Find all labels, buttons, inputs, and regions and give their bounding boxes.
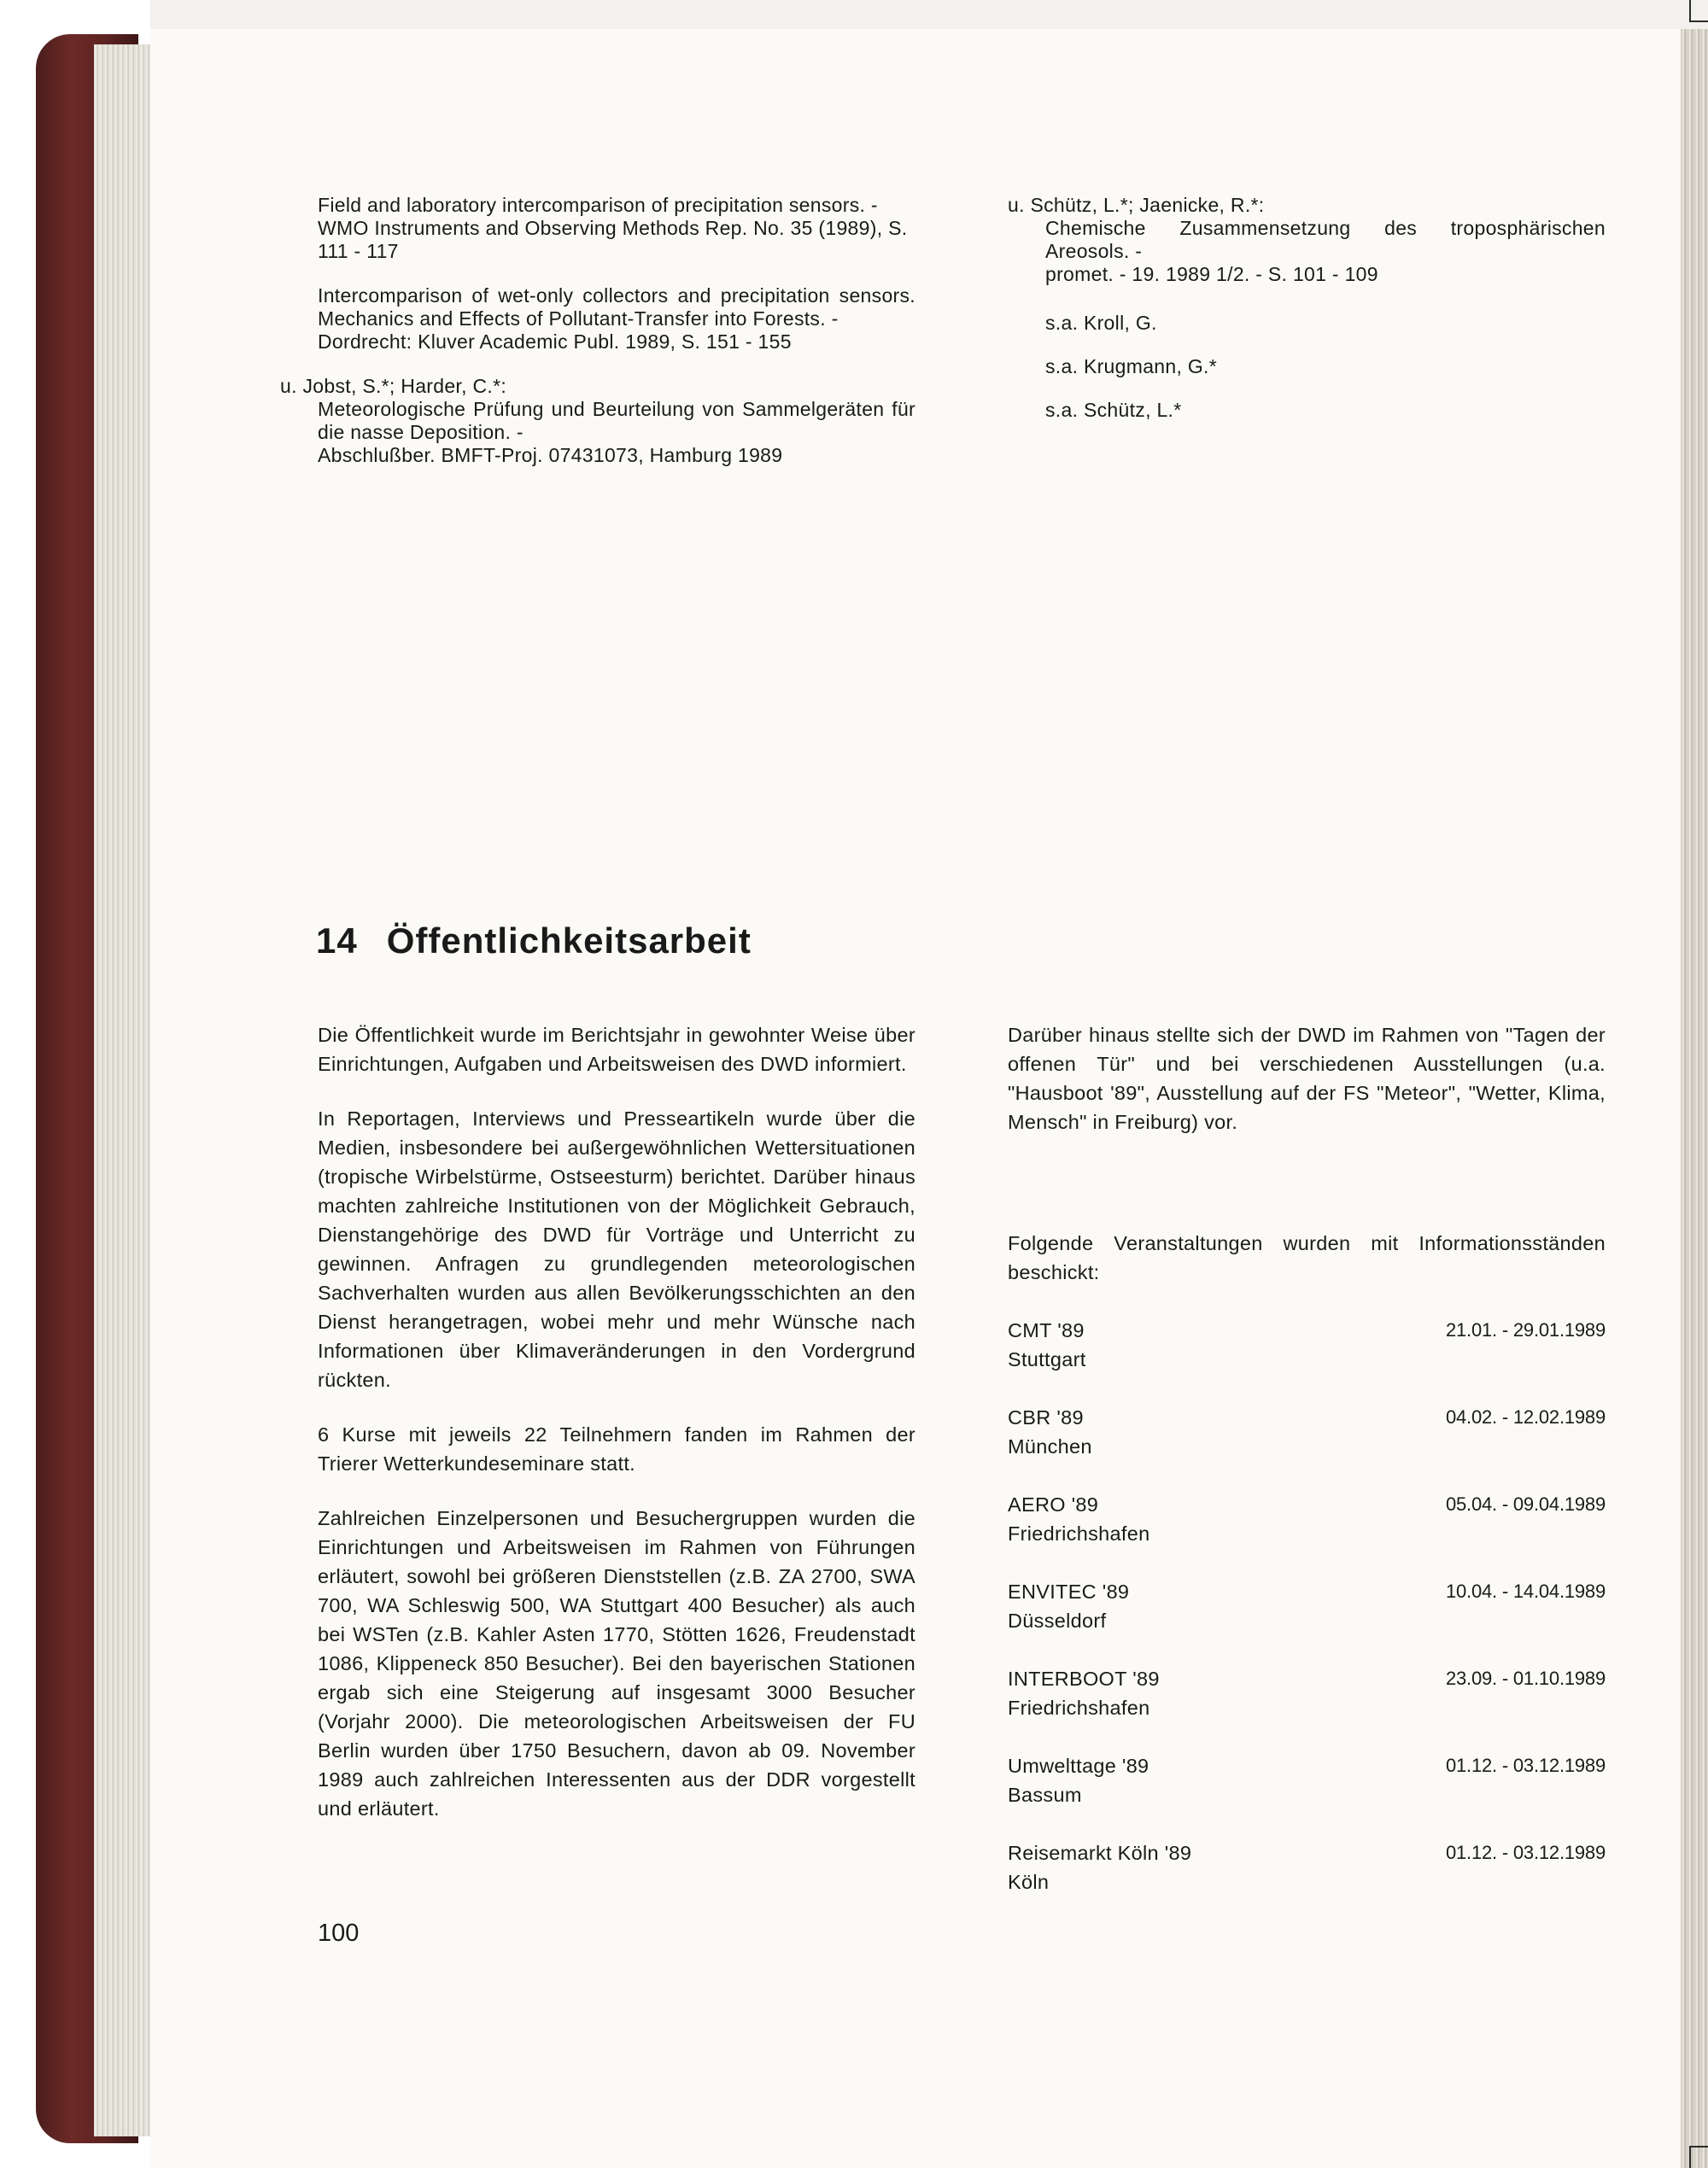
event-place: Bassum xyxy=(1008,1784,1082,1806)
body-right-column xyxy=(1008,1020,1606,1162)
paragraph: Zahlreichen Einzelpersonen und Besuchergruppen wurden die Einrichtungen und Arbeitsweisen im Rahmen von Führungen erläutert, sowohl bei größeren Dienststellen (z.B. ZA 2700, SWA 700, WA Schleswig 500, WA Stuttgart 400 Besucher) als auch bei WSTen (z.B. Kahler Asten 1770, Stötten 1626, Freudenstadt 1086, Klippeneck 850 Besucher). Bei den bayerischen Stationen ergab sich eine Steigerung auf insgesamt 3000 Besucher (Vorjahr 2000). Die meteorologischen Arbeitsweisen der FU Berlin wurden über 1750 Besuchern, davon ab 09. November 1989 auch zahlreichen Interessenten aus der DDR vorgestellt und erläutert. xyxy=(318,1507,915,1820)
event-dates: 21.01. - 29.01.1989 xyxy=(1445,1319,1606,1341)
crop-mark xyxy=(1689,2146,1691,2168)
crop-mark xyxy=(1689,0,1691,22)
event-dates: 04.02. - 12.02.1989 xyxy=(1445,1406,1606,1428)
events-intro-block xyxy=(1008,1229,1606,1312)
event-item xyxy=(1008,1838,1606,1925)
reference-title: Field and laboratory intercomparison of precipitation sensors. - xyxy=(318,194,878,216)
event-item xyxy=(1008,1751,1606,1838)
reference-author: u. Schütz, L.*; Jaenicke, R.*: xyxy=(1008,194,1265,216)
event-name: Umwelttage '89 xyxy=(1008,1755,1149,1777)
event-name: INTERBOOT '89 xyxy=(1008,1668,1160,1690)
event-dates: 10.04. - 14.04.1989 xyxy=(1445,1581,1606,1602)
paragraph: 6 Kurse mit jeweils 22 Teilnehmern fanden im Rahmen der Trierer Wetterkundeseminare statt. xyxy=(318,1423,915,1475)
event-name: CBR '89 xyxy=(1008,1406,1084,1429)
reference-entry xyxy=(1008,194,1606,286)
reference-source: promet. - 19. 1989 1/2. - S. 101 - 109 xyxy=(1045,263,1378,285)
facing-page-edge xyxy=(1681,29,1708,2168)
reference-entry xyxy=(318,194,915,263)
event-place: Köln xyxy=(1008,1871,1050,1893)
reference-entry xyxy=(318,284,915,354)
section-heading xyxy=(316,920,752,961)
event-item xyxy=(1008,1403,1606,1490)
event-dates: 23.09. - 01.10.1989 xyxy=(1445,1668,1606,1689)
reference-source: Dordrecht: Kluver Academic Publ. 1989, S. 151 - 155 xyxy=(318,330,792,353)
crop-mark xyxy=(1689,20,1708,22)
scan-background-top xyxy=(150,0,1708,29)
book-page-edges xyxy=(94,44,154,2136)
event-place: Friedrichshafen xyxy=(1008,1522,1150,1545)
reference-source: Abschlußber. BMFT-Proj. 07431073, Hamburg 1989 xyxy=(318,444,783,466)
event-place: Düsseldorf xyxy=(1008,1610,1107,1632)
event-dates: 01.12. - 03.12.1989 xyxy=(1445,1842,1606,1863)
body-left-column xyxy=(318,1020,915,1849)
crop-mark xyxy=(1689,2146,1708,2148)
section-number: 14 xyxy=(316,920,358,961)
event-name: Reisemarkt Köln '89 xyxy=(1008,1842,1192,1864)
see-also-item: s.a. Schütz, L.* xyxy=(1045,399,1182,421)
event-place: München xyxy=(1008,1435,1092,1458)
see-also-item: s.a. Kroll, G. xyxy=(1045,312,1157,334)
reference-title: Meteorologische Prüfung und Beurteilung von Sammelgeräten für die nasse Deposition. - xyxy=(318,398,915,443)
reference-author: u. Jobst, S.*; Harder, C.*: xyxy=(280,375,507,397)
paragraph: In Reportagen, Interviews und Presseartikeln wurde über die Medien, insbesondere bei außergewöhnlichen Wettersituationen (tropische Wirbelstürme, Ostseesturm) berichtet. Darüber hinaus machten zahlreiche Institutionen von der Möglichkeit Gebrauch, Dienstangehörige des DWD für Vorträge und Unterricht zu gewinnen. Anfragen zu grundlegenden meteorologischen Sachverhalten wurden aus allen Bevölkerungsschichten an den Dienst herangetragen, wobei mehr und mehr Wünsche nach Informationen über Klimaveränderungen in den Vordergrund rückten. xyxy=(318,1107,915,1391)
paragraph: Darüber hinaus stellte sich der DWD im Rahmen von "Tagen der offenen Tür" und bei verschiedenen Ausstellungen (u.a. "Hausboot '89", Ausstellung auf der FS "Meteor", "Wetter, Klima, Mensch" in Freiburg) vor. xyxy=(1008,1024,1606,1133)
event-dates: 05.04. - 09.04.1989 xyxy=(1445,1493,1606,1515)
paragraph: Die Öffentlichkeit wurde im Berichtsjahr in gewohnter Weise über Einrichtungen, Aufgaben und Arbeitsweisen des DWD informiert. xyxy=(318,1024,915,1075)
event-name: AERO '89 xyxy=(1008,1493,1099,1516)
reference-title: Chemische Zusammensetzung des troposphärischen Areosols. - xyxy=(1045,217,1606,262)
page-number: 100 xyxy=(318,1920,360,1947)
events-list xyxy=(1008,1316,1606,1925)
see-also-item: s.a. Krugmann, G.* xyxy=(1045,355,1217,377)
event-name: ENVITEC '89 xyxy=(1008,1581,1130,1603)
references-left xyxy=(280,194,915,488)
event-item xyxy=(1008,1316,1606,1403)
event-item xyxy=(1008,1490,1606,1577)
reference-source: WMO Instruments and Observing Methods Rep. No. 35 (1989), S. 111 - 117 xyxy=(318,217,908,262)
event-name: CMT '89 xyxy=(1008,1319,1085,1341)
event-place: Friedrichshafen xyxy=(1008,1697,1150,1719)
events-intro: Folgende Veranstaltungen wurden mit Informationsständen beschickt: xyxy=(1008,1232,1606,1283)
section-title: Öffentlichkeitsarbeit xyxy=(386,920,752,961)
event-dates: 01.12. - 03.12.1989 xyxy=(1445,1755,1606,1776)
event-item xyxy=(1008,1577,1606,1664)
references-right xyxy=(1008,194,1606,442)
reference-entry xyxy=(280,375,915,467)
event-item xyxy=(1008,1664,1606,1751)
reference-title: Intercomparison of wet-only collectors and precipitation sensors. Mechanics and Effects of Pollutant-Transfer into Forests. - xyxy=(318,284,915,330)
event-place: Stuttgart xyxy=(1008,1348,1086,1370)
